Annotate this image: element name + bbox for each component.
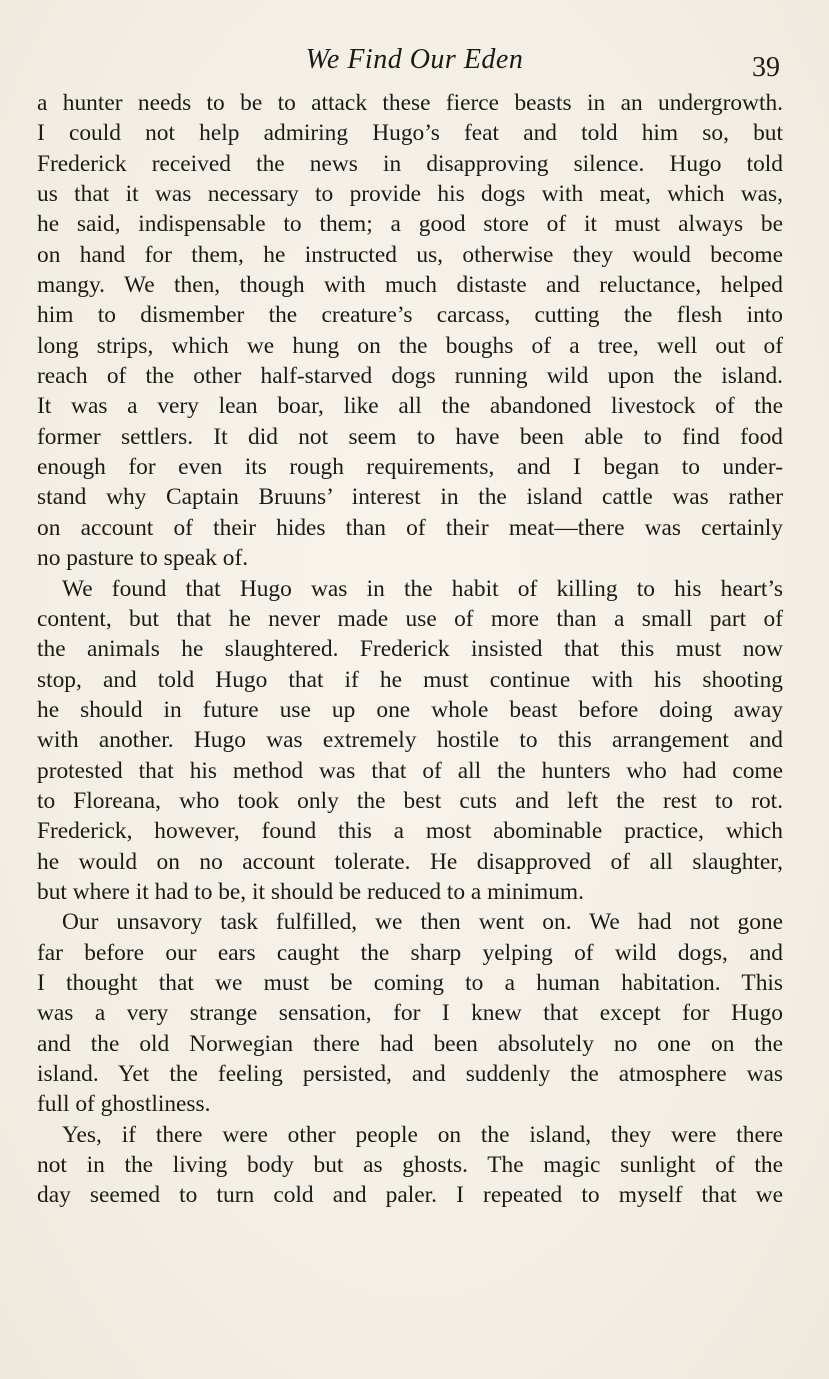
text-line: Frederick received the news in disapproving silence. Hugo told — [37, 150, 783, 177]
text-line: We found that Hugo was in the habit of killing to his heart’s — [62, 575, 783, 602]
text-line: It was a very lean boar, like all the abandoned livestock of the — [37, 393, 783, 420]
text-line: stop, and told Hugo that if he must continue with his shooting — [37, 666, 783, 693]
text-line: former settlers. It did not seem to have been able to find food — [37, 423, 783, 450]
text-line: long strips, which we hung on the boughs of a tree, well out of — [37, 332, 783, 359]
text-line: enough for even its rough requirements, and I began to under- — [37, 454, 783, 481]
page-number: 39 — [752, 52, 780, 83]
text-line: us that it was necessary to provide his dogs with meat, which was, — [37, 181, 783, 208]
text-line: Yes, if there were other people on the island, they were there — [62, 1121, 783, 1148]
text-line: far before our ears caught the sharp yelping of wild dogs, and — [37, 939, 783, 966]
text-line: a hunter needs to be to attack these fierce beasts in an undergrowth. — [37, 90, 783, 116]
text-line: mangy. We then, though with much distaste and reluctance, helped — [37, 272, 783, 299]
text-line: island. Yet the feeling persisted, and suddenly the atmosphere was — [37, 1061, 783, 1087]
text-line: protested that his method was that of all the hunters who had come — [37, 757, 783, 784]
text-line: he should in future use up one whole beast before doing away — [37, 696, 783, 723]
text-line: he would on no account tolerate. He disapproved of all slaughter, — [37, 848, 783, 875]
text-line: was a very strange sensation, for I knew that except for Hugo — [37, 1000, 783, 1027]
chapter-title: We Find Our Eden — [305, 44, 524, 75]
text-line: the animals he slaughtered. Frederick insisted that this must now — [37, 636, 783, 663]
text-line: not in the living body but as ghosts. The magic sunlight of the — [37, 1152, 783, 1179]
text-line: full of ghostliness. — [37, 1091, 211, 1118]
text-line: day seemed to turn cold and paler. I repeated to myself that we — [37, 1182, 783, 1209]
text-line: he said, indispensable to them; a good store of it must always be — [37, 211, 783, 238]
body-text — [37, 88, 783, 1211]
text-line: content, but that he never made use of more than a small part of — [37, 605, 783, 632]
text-line: him to dismember the creature’s carcass, cutting the flesh into — [37, 302, 783, 329]
text-line: on account of their hides than of their meat—there was certainly — [37, 514, 783, 541]
text-line: stand why Captain Bruuns’ interest in the island cattle was rather — [37, 484, 783, 511]
text-line: with another. Hugo was extremely hostile to this arrangement and — [37, 727, 783, 754]
text-line: but where it had to be, it should be reduced to a minimum. — [37, 878, 584, 905]
text-line: I could not help admiring Hugo’s feat and told him so, but — [37, 120, 783, 147]
text-line: reach of the other half-starved dogs running wild upon the island. — [37, 363, 783, 390]
text-line: to Floreana, who took only the best cuts and left the rest to rot. — [37, 787, 783, 814]
running-head — [0, 44, 829, 84]
text-line: I thought that we must be coming to a human habitation. This — [37, 969, 783, 996]
text-line: Frederick, however, found this a most abominable practice, which — [37, 818, 783, 845]
text-line: on hand for them, he instructed us, otherwise they would become — [37, 241, 783, 268]
text-line: Our unsavory task fulfilled, we then went on. We had not gone — [62, 909, 783, 936]
text-line: and the old Norwegian there had been absolutely no one on the — [37, 1030, 783, 1057]
text-line: no pasture to speak of. — [37, 545, 249, 572]
